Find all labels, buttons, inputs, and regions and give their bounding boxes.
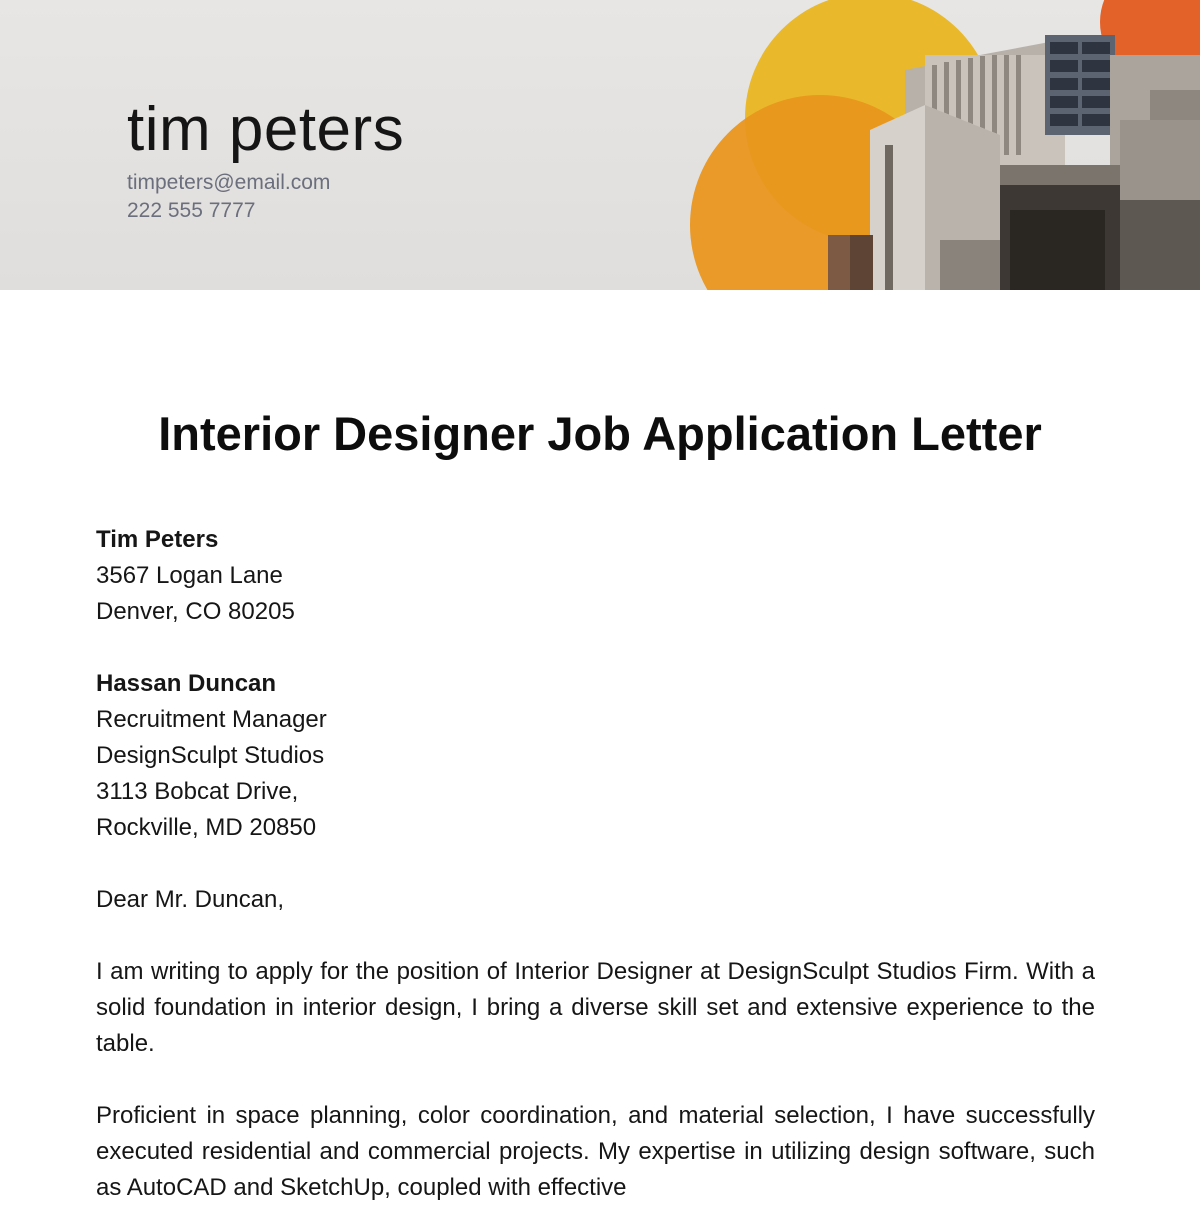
- letterhead: [0, 0, 1200, 290]
- letterhead-name: tim peters: [127, 95, 405, 164]
- recipient-name: Hassan Duncan: [96, 670, 277, 697]
- recipient-address-block: [96, 666, 1095, 846]
- sender-street: 3567 Logan Lane: [96, 562, 283, 589]
- letterhead-email: timpeters@email.com: [127, 171, 331, 194]
- letter-paragraph-2: Proficient in space planning, color coordination, and material selection, I have successfully executed residential and commercial projects. My expertise in utilizing design software, such as AutoCAD and SketchUp, coupled with effective: [96, 1102, 1095, 1201]
- letter-body: [96, 522, 1095, 1206]
- sender-address-block: [96, 522, 1095, 630]
- recipient-company: DesignSculpt Studios: [96, 742, 325, 769]
- recipient-title: Recruitment Manager: [96, 706, 327, 733]
- salutation: Dear Mr. Duncan,: [96, 886, 285, 913]
- letterhead-phone: 222 555 7777: [127, 199, 256, 222]
- recipient-street: 3113 Bobcat Drive,: [96, 778, 299, 805]
- recipient-city: Rockville, MD 20850: [96, 814, 317, 841]
- sender-name: Tim Peters: [96, 526, 219, 553]
- document-title: Interior Designer Job Application Letter: [158, 407, 1042, 460]
- sender-city: Denver, CO 80205: [96, 598, 295, 625]
- letter-paragraph-1: I am writing to apply for the position of Interior Designer at DesignSculpt Studios Firm. With a solid foundation in interior design, I bring a diverse skill set and extensive experience to the table.: [96, 958, 1095, 1057]
